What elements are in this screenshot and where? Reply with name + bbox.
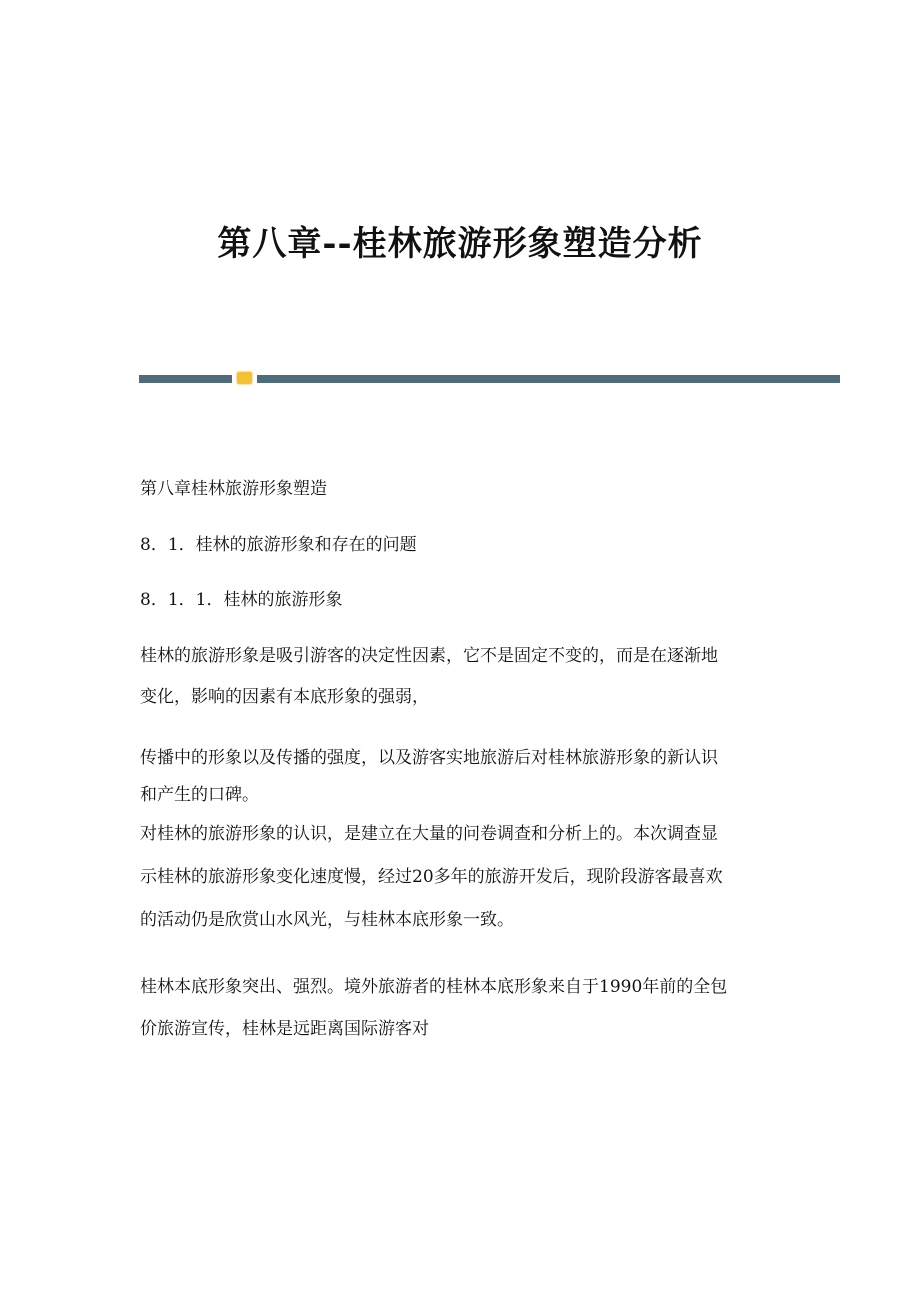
divider-ornament-icon — [237, 372, 252, 384]
divider-left — [139, 375, 232, 383]
paragraph-line: 桂林的旅游形象是吸引游客的决定性因素，它不是固定不变的，而是在逐渐地 — [140, 646, 718, 666]
paragraph-line: 示桂林的旅游形象变化速度慢，经过20多年的旅游开发后，现阶段游客最喜欢 — [140, 867, 723, 887]
paragraph-line: 价旅游宣传，桂林是远距离国际游客对 — [140, 1019, 429, 1039]
paragraph-line: 桂林本底形象突出、强烈。境外旅游者的桂林本底形象来自于1990年前的全包 — [140, 977, 728, 997]
document-title: 第八章--桂林旅游形象塑造分析 — [217, 224, 703, 264]
paragraph-line: 和产生的口碑。 — [140, 785, 259, 805]
paragraph-line: 传播中的形象以及传播的强度，以及游客实地旅游后对桂林旅游形象的新认识 — [140, 748, 718, 768]
subsubsection-heading: 8．1．1．桂林的旅游形象 — [140, 590, 343, 610]
paragraph-line: 变化，影响的因素有本底形象的强弱， — [140, 687, 429, 707]
paragraph-line: 对桂林的旅游形象的认识，是建立在大量的问卷调查和分析上的。本次调查显 — [140, 824, 718, 844]
divider-right — [257, 375, 840, 383]
section-heading: 第八章桂林旅游形象塑造 — [140, 479, 327, 499]
subsection-heading: 8．1．桂林的旅游形象和存在的问题 — [140, 535, 417, 555]
paragraph-line: 的活动仍是欣赏山水风光，与桂林本底形象一致。 — [140, 910, 514, 930]
